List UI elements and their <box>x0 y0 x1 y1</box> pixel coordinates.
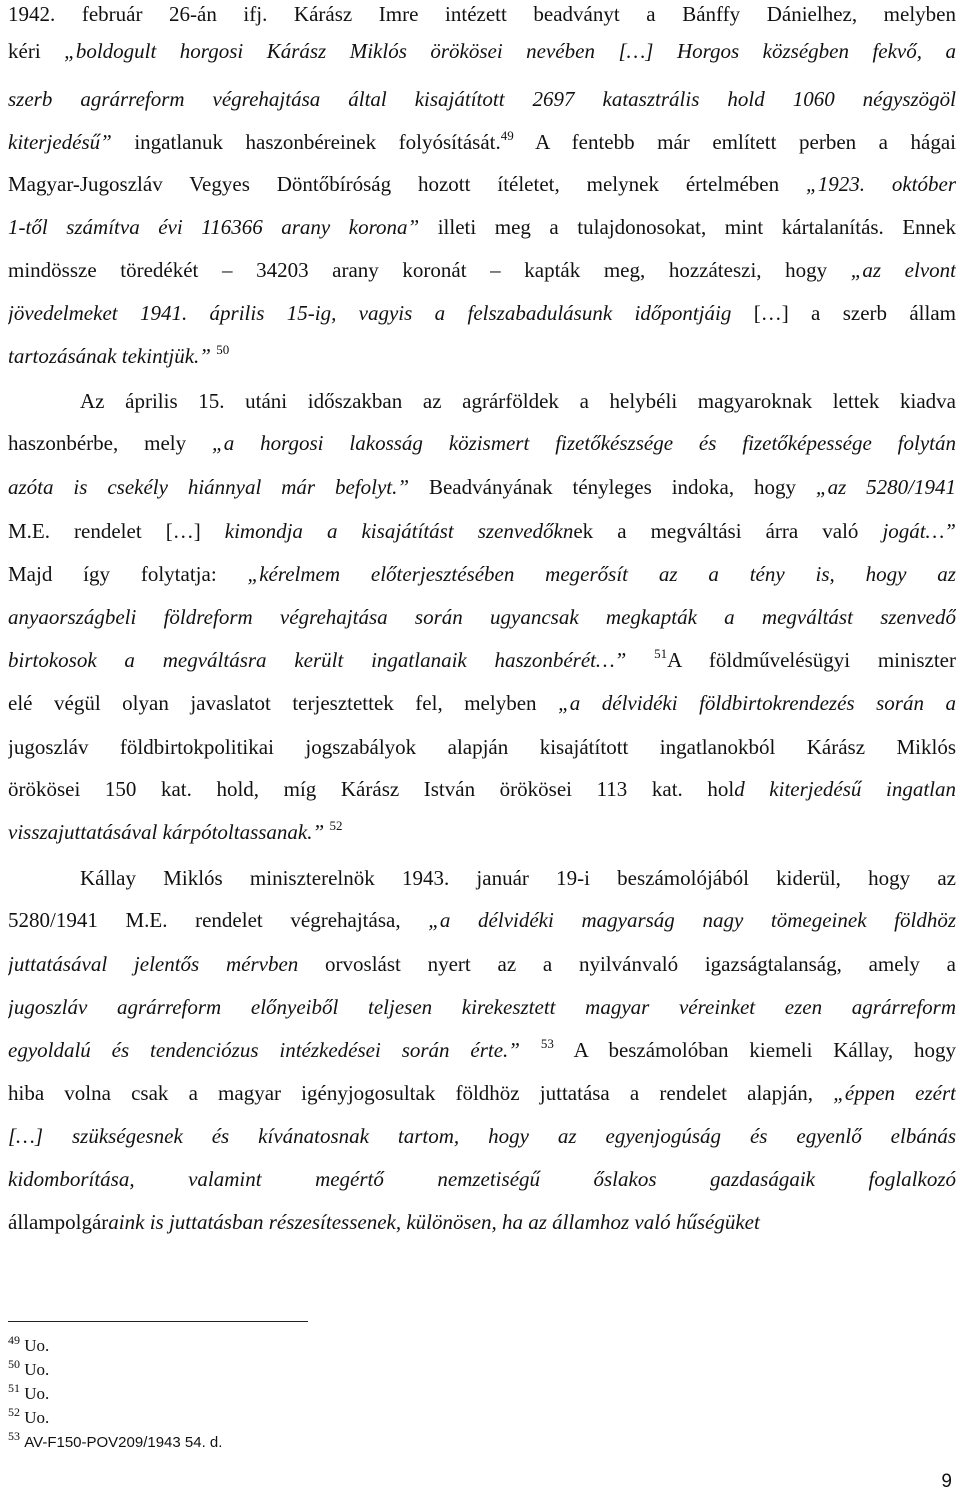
body-line <box>8 775 956 803</box>
footnote <box>8 1383 49 1405</box>
footnote <box>8 1431 222 1453</box>
quote-text: 1-től számítva évi 116366 arany korona” <box>8 215 438 239</box>
text: elé végül olyan javaslatot terjesztettek fel, melyben <box>8 691 559 715</box>
text: orvoslást nyert az a nyilvánvaló igazságtalanság, amely a <box>325 952 956 976</box>
text: hiba volna csak a magyar igényjogosultak földhöz juttatása a rendelet alapján, <box>8 1081 834 1105</box>
body-line <box>8 517 956 545</box>
footnote-number: 52 <box>8 1405 20 1419</box>
quote-text: […] szükségesnek és kívánatosnak tartom, hogy az egyenjogúság és egyenlő elbánás <box>8 1124 956 1148</box>
footnote-text: Uo. <box>24 1408 50 1427</box>
body-line <box>8 950 956 978</box>
text: haszonbérbe, mely <box>8 431 213 455</box>
text: 5280/1941 M.E. rendelet végrehajtása, <box>8 908 429 932</box>
text: ingatlanuk haszonbéreinek folyósítását. <box>134 130 501 154</box>
footnote-ref[interactable]: 53 <box>540 1036 554 1051</box>
quote-text: kimondja a kisajátítást szenvedőkn <box>224 519 574 543</box>
quote-text: jugoszláv agrárreform előnyeiből teljesen kirekesztett magyar véreinket ezen agrárreform <box>8 995 956 1019</box>
body-line <box>8 1122 956 1150</box>
quote-text: aink is juttatásban részesítessenek, különösen, ha az államhoz való hűségüket <box>108 1210 760 1234</box>
quote-text: visszajuttatásával kárpótoltassanak.” <box>8 820 330 844</box>
footnote-ref[interactable]: 50 <box>216 342 230 357</box>
body-line <box>8 603 956 631</box>
quote-text: „boldogult horgosi Kárász Miklós örökösei nevében […] Horgos községben fekvő, a <box>64 39 956 63</box>
footnote-number: 50 <box>8 1357 20 1371</box>
footnote-text: Uo. <box>24 1360 50 1379</box>
quote-text: „a horgosi lakosság közismert fizetőkészsége és fizetőképessége folytán <box>212 431 956 455</box>
body-line <box>8 342 956 370</box>
body-line <box>8 429 956 457</box>
text: illeti meg a tulajdonosokat, mint kártalanítás. Ennek <box>437 215 956 239</box>
quote-text: „kérelmem előterjesztésében megerősít az a tény is, hogy az <box>247 562 956 586</box>
quote-text: kidomborítása, valamint megértő nemzetiségű őslakos gazdaságaik foglalkozó <box>8 1167 956 1191</box>
body-line <box>8 1165 956 1193</box>
body-line <box>8 299 956 327</box>
text: mindössze töredékét – 34203 arany koronát – kapták meg, hozzáteszi, hogy <box>8 258 851 282</box>
text: kéri <box>8 39 65 63</box>
quote-text: jogát…” <box>882 519 956 543</box>
footnote <box>8 1359 49 1381</box>
footnote-separator <box>8 1321 308 1322</box>
body-line <box>8 473 956 501</box>
quote-text: szerb agrárreform végrehajtása által kisajátított 2697 katasztrális hold 1060 négyszögöl <box>8 87 956 111</box>
body-line <box>8 170 956 198</box>
quote-text: „az elvont <box>850 258 956 282</box>
text: Majd így folytatja: <box>8 562 248 586</box>
footnote <box>8 1335 49 1357</box>
text: A földművelésügyi miniszter <box>667 648 956 672</box>
quote-text: „az 5280/1941 <box>815 475 956 499</box>
body-line <box>80 864 956 892</box>
footnote-text: Uo. <box>24 1384 50 1403</box>
text: állampolgár <box>8 1210 109 1234</box>
text: M.E. rendelet […] <box>8 519 225 543</box>
body-line <box>8 560 956 588</box>
body-line <box>8 646 956 674</box>
body-line <box>80 387 956 415</box>
quote-text: egyoldalú és tendenciózus intézkedései során érte.” <box>8 1038 541 1062</box>
body-line <box>8 213 956 241</box>
footnote-text: Uo. <box>24 1336 50 1355</box>
body-line <box>8 128 956 156</box>
quote-text: kiterjedésű” <box>8 130 135 154</box>
text: Beadványának tényleges indoka, hogy <box>428 475 816 499</box>
text: Magyar-Jugoszláv Vegyes Döntőbíróság hozott ítéletet, melynek értelmében <box>8 172 807 196</box>
body-line <box>8 1208 956 1236</box>
quote-text: jövedelmeket 1941. április 15- <box>8 301 315 325</box>
text: 1942. február 26-án ifj. Kárász Imre intézett beadványt a Bánffy Dánielhez, melyben <box>8 2 956 26</box>
footnote-ref[interactable]: 49 <box>500 128 514 143</box>
text: A fentebb már említett perben a hágai <box>513 130 956 154</box>
body-line <box>8 689 956 717</box>
body-line <box>8 85 956 113</box>
body-line <box>8 993 956 1021</box>
quote-text: juttatásával jelentős mérvben <box>8 952 326 976</box>
text: ek a megváltási árra való <box>573 519 883 543</box>
quote-text: anyaországbeli földreform végrehajtása során ugyancsak megkapták a megváltást szenvedő <box>8 605 956 629</box>
quote-text: tartozásának tekintjük.” <box>8 344 217 368</box>
quote-text: ig, vagyis a felszabadulásunk időpontjáig <box>314 301 754 325</box>
footnote-number: 51 <box>8 1381 20 1395</box>
body-line <box>8 906 956 934</box>
body-line <box>8 0 956 28</box>
quote-text: birtokosok a megváltásra került ingatlanaik haszonbérét…” <box>8 648 655 672</box>
footnote-number: 53 <box>8 1429 20 1443</box>
quote-text: „a délvidéki földbirtokrendezés során a <box>558 691 956 715</box>
footnote <box>8 1407 49 1429</box>
body-line <box>8 818 956 846</box>
body-line <box>8 37 956 65</box>
body-line <box>8 733 956 761</box>
footnote-text: AV-F150-POV209/1943 54. d. <box>24 1434 223 1451</box>
footnote-ref[interactable]: 51 <box>654 646 668 661</box>
quote-text: d kiterjedésű ingatlan <box>734 777 956 801</box>
page-number: 9 <box>941 1471 952 1492</box>
footnote-ref[interactable]: 52 <box>329 818 343 833</box>
text: […] a szerb állam <box>753 301 956 325</box>
text: Az április 15. utáni időszakban az agrárföldek a helybéli magyaroknak lettek kiadva <box>80 389 956 413</box>
footnote-number: 49 <box>8 1333 20 1347</box>
body-line <box>8 256 956 284</box>
quote-text: „a délvidéki magyarság nagy tömegeinek földhöz <box>428 908 956 932</box>
text: Kállay Miklós miniszterelnök 1943. január 19-i beszámolójából kiderül, hogy az <box>80 866 956 890</box>
quote-text: „éppen ezért <box>833 1081 956 1105</box>
body-line <box>8 1036 956 1064</box>
text: A beszámolóban kiemeli Kállay, hogy <box>553 1038 956 1062</box>
text: jugoszláv földbirtokpolitikai jogszabályok alapján kisajátított ingatlanokból Kárász Miklós <box>8 735 956 759</box>
text: örökösei 150 kat. hold, míg Kárász István örökösei 113 kat. hol <box>8 777 735 801</box>
body-line <box>8 1079 956 1107</box>
quote-text: „1923. október <box>806 172 956 196</box>
quote-text: azóta is csekély hiánnyal már befolyt.” <box>8 475 429 499</box>
